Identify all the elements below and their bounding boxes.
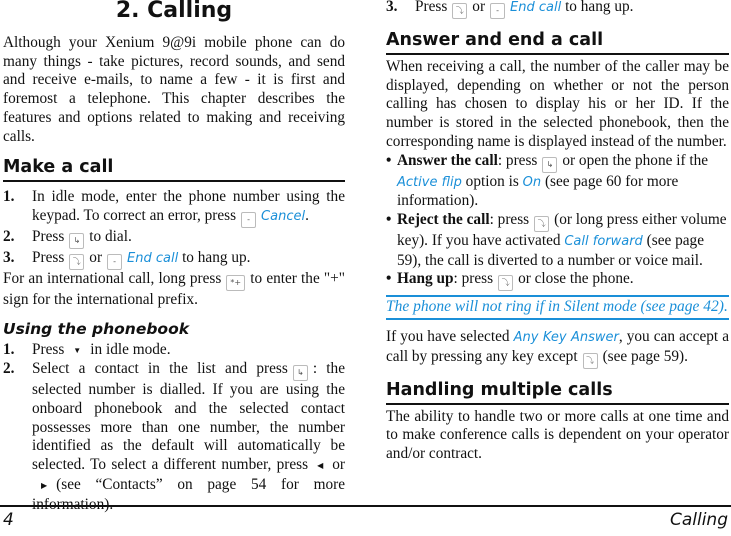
answer-intro: When receiving a call, the number of the caller may be displayed, depending on whether or not the person calling has chosen to display his or her ID. If the number is stored in the selected phonebook, then the corresponding name is displayed instead of the number. bbox=[386, 58, 729, 150]
step-text: Select a contact in the list and press bbox=[32, 360, 288, 378]
step-text: in idle mode. bbox=[90, 340, 171, 358]
bullet-hangup bbox=[386, 270, 729, 291]
step-text: Press bbox=[32, 227, 65, 245]
left-arrow-icon: ◀ bbox=[317, 461, 324, 471]
call-key-icon: ↳ bbox=[293, 365, 308, 381]
text: (or long press either volume key). If you have activated bbox=[397, 210, 727, 249]
bullet-answer bbox=[386, 152, 729, 211]
step-3-continued bbox=[386, 0, 729, 19]
intro-paragraph: Although your Xenium 9@9i mobile phone can do many things - take pictures, record sounds, and send and receive e-mails, to name a few - it is first and foremost a telephone. This chapter describes the features and options related to making and receiving calls. bbox=[3, 34, 345, 145]
bullet-reject bbox=[386, 211, 729, 270]
text: to enter the "+" sign for the international prefix. bbox=[3, 269, 345, 308]
text: (see page 59). bbox=[602, 347, 688, 365]
step-number: 3. bbox=[3, 248, 15, 266]
page-footer bbox=[0, 505, 731, 530]
step-number: 1. bbox=[3, 340, 15, 358]
answer-heading: Answer and end a call bbox=[386, 29, 729, 55]
text: : press bbox=[489, 210, 530, 228]
multiple-calls-text: The ability to handle two or more calls at one time and to make conference calls is dependent on your operator and/or contract. bbox=[386, 407, 729, 463]
international-call-text bbox=[3, 270, 345, 310]
phonebook-heading: Using the phonebook bbox=[3, 319, 190, 338]
hangup-key-icon: ⤵ bbox=[69, 254, 84, 270]
right-column bbox=[386, 0, 729, 464]
cancel-link: Cancel bbox=[261, 208, 306, 224]
end-call-link: End call bbox=[127, 250, 179, 266]
step-text: or bbox=[89, 248, 103, 266]
step-1 bbox=[3, 188, 345, 228]
step-3 bbox=[3, 249, 345, 270]
text: : press bbox=[497, 151, 538, 169]
text: or open the phone if the bbox=[562, 151, 709, 169]
text: (see page 59), the call is diverted to a number or voice mail. bbox=[397, 231, 704, 269]
step-text: or bbox=[332, 456, 345, 474]
call-key-icon: ↳ bbox=[69, 233, 84, 249]
bullet: • bbox=[386, 210, 392, 228]
text: : press bbox=[453, 270, 494, 288]
text: or close the phone. bbox=[518, 270, 634, 288]
step-number: 3. bbox=[386, 0, 398, 15]
multiple-calls-heading: Handling multiple calls bbox=[386, 379, 729, 405]
hangup-key-icon: ⤵ bbox=[534, 216, 549, 232]
chapter-title: 2. Calling bbox=[115, 0, 233, 23]
silent-mode-note: The phone will not ring if in Silent mode (see page 42). bbox=[386, 295, 729, 320]
chapter-name: Calling bbox=[669, 510, 728, 530]
softkey-icon: - bbox=[241, 212, 256, 228]
end-call-link: End call bbox=[510, 0, 562, 15]
page-number: 4 bbox=[3, 510, 14, 530]
step-text: (see “Contacts” on page 54 for more information). bbox=[32, 475, 345, 513]
any-key-answer-link: Any Key Answer bbox=[513, 330, 619, 346]
left-column bbox=[3, 0, 345, 514]
step-text: : the selected number is dialled. If you are using the onboard phonebook and the selected contact possesses more than one number, the number identified as the default will automatically be selected. To select a different number, press bbox=[32, 360, 345, 474]
hangup-key-icon: ⤵ bbox=[583, 353, 598, 369]
step-text: to dial. bbox=[89, 227, 132, 245]
phonebook-step-1 bbox=[3, 341, 345, 361]
text: , you can accept a call by pressing any key except bbox=[386, 328, 730, 365]
active-flip-link: Active flip bbox=[397, 174, 462, 190]
call-forward-link: Call forward bbox=[564, 233, 643, 249]
step-number: 1. bbox=[3, 188, 15, 206]
step-number: 2. bbox=[3, 227, 15, 245]
make-call-heading: Make a call bbox=[3, 156, 345, 182]
text: (see page 60 for more information). bbox=[397, 172, 679, 210]
step-text: . bbox=[305, 206, 309, 224]
bullet: • bbox=[386, 151, 392, 169]
hangup-key-icon: ⤵ bbox=[452, 3, 467, 19]
softkey-icon: - bbox=[490, 3, 505, 19]
step-number: 2. bbox=[3, 360, 15, 378]
step-text: or bbox=[472, 0, 486, 15]
softkey-icon: - bbox=[107, 254, 122, 270]
hangup-key-icon: ⤵ bbox=[498, 275, 513, 291]
step-text: Press bbox=[32, 248, 65, 266]
right-arrow-icon: ▶ bbox=[41, 480, 48, 490]
bullet-label: Answer the call bbox=[397, 151, 498, 169]
bullet-label: Reject the call bbox=[397, 210, 490, 228]
step-text: to hang up. bbox=[565, 0, 634, 15]
on-link: On bbox=[522, 174, 542, 190]
bullet: • bbox=[386, 270, 392, 288]
step-text: to hang up. bbox=[182, 248, 251, 266]
bullet-label: Hang up bbox=[397, 270, 454, 288]
call-key-icon: ↳ bbox=[542, 157, 557, 173]
down-arrow-icon: ▼ bbox=[73, 345, 82, 355]
text: If you have selected bbox=[386, 328, 510, 346]
text: For an international call, long press bbox=[3, 269, 222, 287]
any-key-answer-text bbox=[386, 328, 729, 369]
phonebook-step-2 bbox=[3, 360, 345, 514]
star-key-icon: *+ bbox=[226, 275, 245, 291]
step-text: Press bbox=[415, 0, 448, 15]
step-text: Press bbox=[32, 340, 65, 358]
text: option is bbox=[465, 172, 519, 190]
step-2 bbox=[3, 228, 345, 249]
step-text: In idle mode, enter the phone number using the keypad. To correct an error, press bbox=[32, 188, 345, 224]
